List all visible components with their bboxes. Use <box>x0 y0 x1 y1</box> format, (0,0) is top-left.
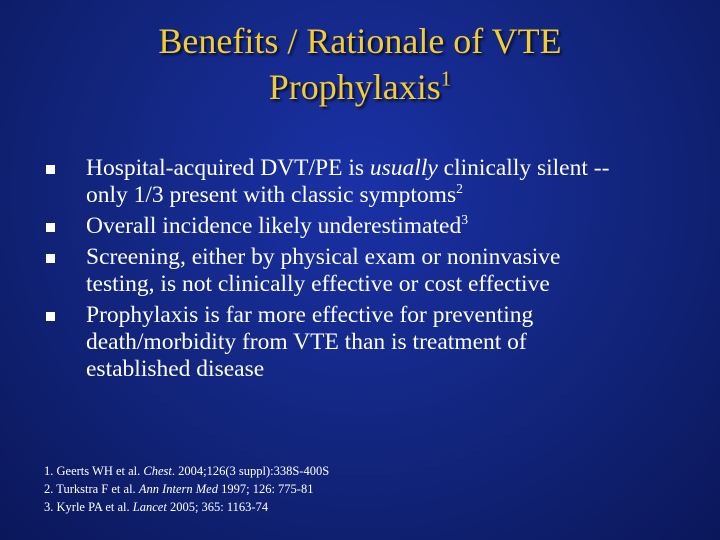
square-bullet-icon <box>46 312 55 321</box>
bullet-line: Screening, either by physical exam or noninvasive <box>86 244 561 270</box>
bullet-text-segment: only 1/3 present with classic symptoms <box>86 182 457 208</box>
title-line-2-text: Prophylaxis <box>268 67 441 107</box>
bullet-line <box>86 213 706 240</box>
title-footnote-marker: 1 <box>440 66 452 91</box>
reference-authors: 1. Geerts WH et al. <box>44 464 144 478</box>
square-bullet-icon <box>46 223 55 232</box>
slide-title <box>0 18 720 110</box>
bullet-line <box>86 182 706 209</box>
reference-journal: Lancet <box>132 500 167 514</box>
bullet-text-segment: clinically silent -- <box>437 155 610 181</box>
bullet-text <box>86 302 706 383</box>
reference-item <box>44 480 684 498</box>
reference-item <box>44 498 684 516</box>
bullet-item <box>46 155 706 209</box>
bullet-line: death/morbidity from VTE than is treatment of <box>86 329 527 355</box>
title-line-1: Benefits / Rationale of VTE <box>158 21 562 61</box>
bullet-text-segment: Hospital-acquired DVT/PE is <box>86 155 370 181</box>
square-bullet-icon <box>46 165 55 174</box>
reference-item <box>44 462 684 480</box>
reference-citation: 2005; 365: 1163-74 <box>166 500 269 514</box>
title-line-2 <box>0 64 720 110</box>
bullet-item <box>46 302 706 383</box>
bullet-text <box>86 213 706 240</box>
bullet-text <box>86 244 706 298</box>
reference-citation: . 2004;126(3 suppl):338S-400S <box>171 464 330 478</box>
bullet-line: established disease <box>86 356 265 382</box>
bullet-item <box>46 244 706 298</box>
square-bullet-icon <box>46 254 55 263</box>
reference-authors: 2. Turkstra F et al. <box>44 482 139 496</box>
footnote-marker: 3 <box>461 212 469 228</box>
reference-journal: Ann Intern Med <box>138 482 218 496</box>
reference-journal: Chest <box>143 464 172 478</box>
reference-citation: 1997; 126: 775-81 <box>217 482 314 496</box>
references <box>44 462 684 516</box>
bullet-item <box>46 213 706 240</box>
bullet-text <box>86 155 706 209</box>
reference-authors: 3. Kyrle PA et al. <box>44 500 133 514</box>
bullet-text-segment: Overall incidence likely underestimated <box>86 213 462 239</box>
bullet-line: Prophylaxis is far more effective for preventing <box>86 302 534 328</box>
bullet-line <box>86 155 706 182</box>
bullet-line: testing, is not clinically effective or cost effective <box>86 271 550 297</box>
bullet-emphasis: usually <box>369 155 438 181</box>
bullet-list <box>46 155 706 387</box>
footnote-marker: 2 <box>456 181 463 197</box>
